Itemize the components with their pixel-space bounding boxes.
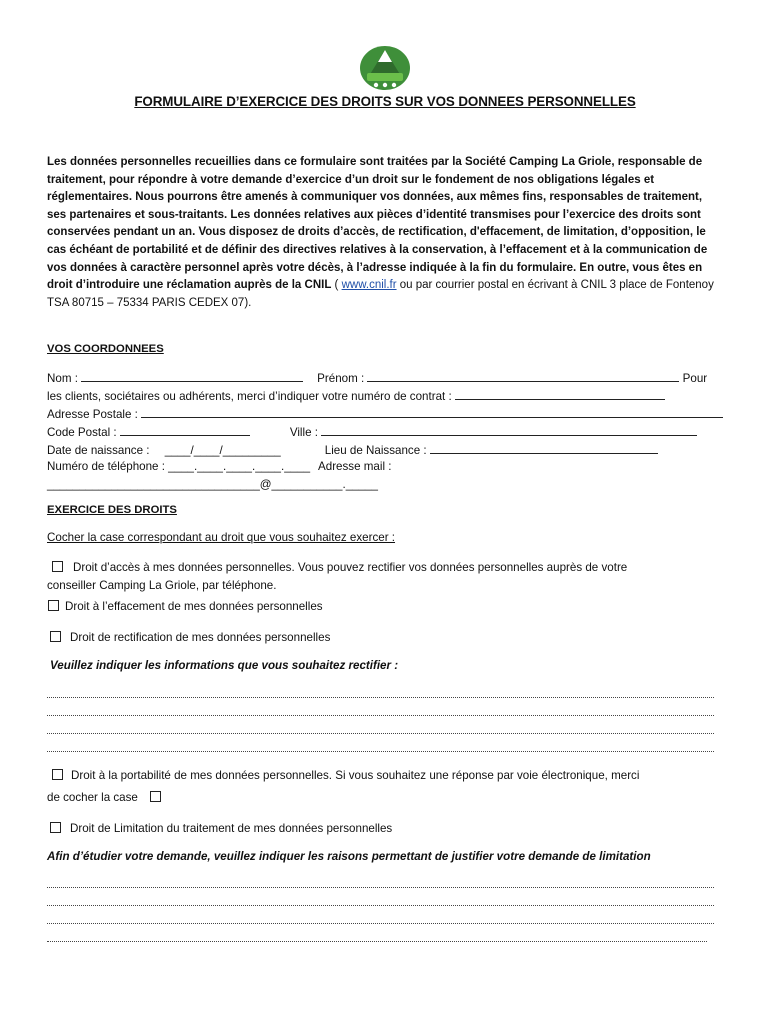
acces-label: Droit d’accès à mes données personnelles. Vous pouvez rectifier vos données personnelles auprès de votre [73,561,628,574]
nom-prenom-row [47,370,707,385]
naissance-label: Date de naissance : [47,444,153,457]
rectification-row [50,631,330,644]
portabilite-label-line2: de cocher la case [47,791,138,804]
adresse-field[interactable] [141,406,723,418]
limitation-line-3[interactable] [47,923,714,924]
contrat-field[interactable] [455,388,665,400]
ville-label: Ville : [289,426,322,439]
camping-logo [359,44,411,92]
code-postal-label: Code Postal : [47,426,120,439]
limitation-line-1[interactable] [47,887,714,888]
portabilite-label: Droit à la portabilité de mes données personnelles. Si vous souhaitez une réponse par voie électronique, merci [71,769,640,782]
effacement-row [48,600,323,613]
intro-bold-text: Les données personnelles recueillies dans ce formulaire sont traitées par la Société Camping La Griole, responsable de traitement, pour répondre à votre demande d’exercice d’un droit sur le fondement de nos obligations légales et réglementaires. Nous pourrons être amenés à communiquer vos données, aux mêmes fins, responsables de traitement, ses partenaires et sous-traitants. Les données relatives aux pièces d’identité transmises pour l’exercice des droits sont conservées pendant un an. Vous disposez de droits d’accès, de rectification, d'effacement, de limitation, d’opposition, le cas échéant de portabilité et de définir des directives relatives à la conservation, à l’effacement et à la communication de vos données à caractère personnel après votre décès, à l’adresse indiquée à la fin du formulaire. En outre, vous êtes en droit d’introduire une réclamation auprès de la CNIL [47,156,708,292]
intro-pre-link: ( [331,279,342,292]
acces-row [52,561,627,574]
electronic-reply-checkbox[interactable] [150,791,161,802]
lieu-label: Lieu de Naissance : [324,444,430,457]
mail-label: Adresse mail : [318,460,392,473]
ville-field[interactable] [321,424,697,436]
rectifier-line-3[interactable] [47,733,714,734]
limitation-label: Droit de Limitation du traitement de mes données personnelles [70,822,393,835]
mail-field[interactable]: _________________________________@___________._____ [47,478,378,491]
prenom-field[interactable] [367,370,679,382]
prenom-label: Prénom : [317,372,368,385]
droits-instruction: Cocher la case correspondant au droit que vous souhaitez exercer : [47,531,396,544]
telephone-row [47,460,391,473]
limitation-prompt: Afin d’étudier votre demande, veuillez indiquer les raisons permettant de justifier votre demande de limitation [47,850,651,863]
effacement-label: Droit à l’effacement de mes données personnelles [65,600,323,613]
naissance-row [47,442,658,457]
code-postal-field[interactable] [120,424,250,436]
rectifier-line-4[interactable] [47,751,714,752]
telephone-field[interactable]: ____.____.____.____.____ [168,460,311,473]
acces-checkbox[interactable] [52,561,63,572]
portabilite-row-2 [47,791,167,804]
intro-post-link: ou par courrier postal en écrivant à CNIL 3 place de Fontenoy TSA 80715 – 75334 PARIS CEDEX 07). [47,279,714,309]
lieu-field[interactable] [430,442,658,454]
rectifier-prompt: Veuillez indiquer les informations que vous souhaitez rectifier : [50,659,399,672]
adresse-label: Adresse Postale : [47,408,142,421]
telephone-label: Numéro de téléphone : [47,460,169,473]
intro-paragraph [47,154,723,312]
rectifier-line-2[interactable] [47,715,714,716]
nom-field[interactable] [81,370,303,382]
acces-label-line2: conseiller Camping La Griole, par téléphone. [47,579,277,592]
droits-heading: EXERCICE DES DROITS [47,504,177,516]
page-title: FORMULAIRE D’EXERCICE DES DROITS SUR VOS DONNEES PERSONNELLES [134,94,636,109]
adresse-row [47,406,723,421]
nom-label: Nom : [47,372,82,385]
contrat-label: les clients, sociétaires ou adhérents, merci d’indiquer votre numéro de contrat : [47,390,455,403]
cnil-link[interactable]: www.cnil.fr [341,279,397,292]
rectifier-line-1[interactable] [47,697,714,698]
rectification-checkbox[interactable] [50,631,61,642]
code-postal-ville-row [47,424,697,439]
portabilite-checkbox[interactable] [52,769,63,780]
limitation-line-2[interactable] [47,905,714,906]
contrat-row [47,388,665,403]
coordonnees-heading: VOS COORDONNEES [47,343,164,355]
naissance-field[interactable]: ____/____/_________ [164,444,281,457]
limitation-row [50,822,392,835]
portabilite-row [52,769,639,782]
limitation-checkbox[interactable] [50,822,61,833]
pour-label: Pour [679,372,708,385]
rectification-label: Droit de rectification de mes données personnelles [70,631,331,644]
limitation-line-4[interactable] [47,941,707,942]
effacement-checkbox[interactable] [48,600,59,611]
